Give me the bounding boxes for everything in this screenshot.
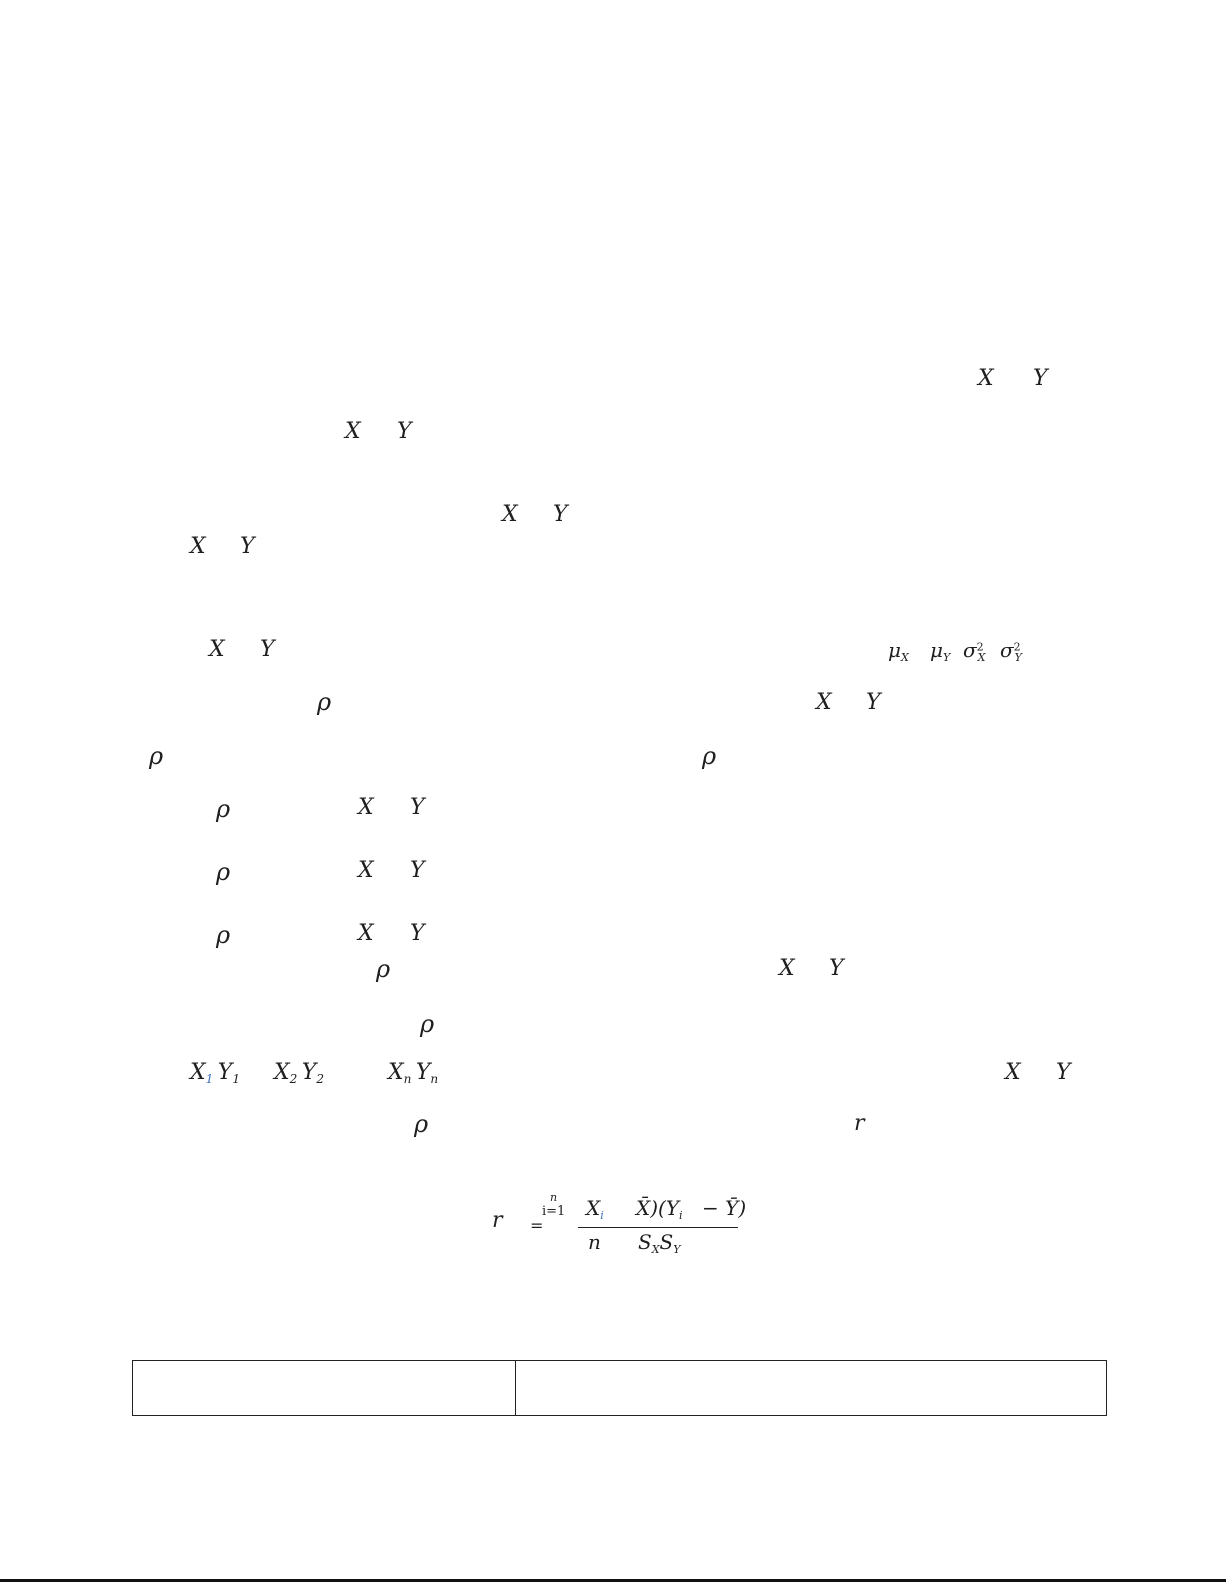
- numerator-tail: − Ȳ): [702, 1196, 747, 1220]
- symbol-y: Y: [866, 690, 881, 715]
- rho-symbol: ρ: [216, 858, 231, 886]
- rho-symbol: ρ: [420, 1010, 435, 1038]
- symbol-x: X: [502, 502, 518, 527]
- symbol-x: X: [190, 534, 206, 559]
- correlation-formula: [490, 1192, 760, 1262]
- symbol-x: X: [1005, 1060, 1021, 1085]
- rho-symbol: ρ: [376, 955, 391, 983]
- sum-upper: n: [550, 1191, 558, 1204]
- symbol-y: Y: [553, 502, 568, 527]
- fraction-bar: [578, 1227, 738, 1228]
- symbol-y: Y: [410, 858, 425, 883]
- denominator-n: n: [588, 1230, 601, 1254]
- symbol-r: r: [854, 1111, 865, 1136]
- rho-symbol: ρ: [414, 1110, 429, 1138]
- sample-pair-2: $X_2$ $Y_2$: [274, 1060, 325, 1087]
- rho-symbol: ρ: [317, 688, 332, 716]
- symbol-x: X: [779, 956, 795, 981]
- symbol-x: X: [978, 366, 994, 391]
- symbol-y: Y: [1056, 1060, 1071, 1085]
- rho-symbol: ρ: [216, 921, 231, 949]
- symbol-y: Y: [397, 419, 412, 444]
- sum-lower: i=1: [542, 1204, 566, 1219]
- formula-lhs: r: [492, 1208, 503, 1233]
- sample-pair-1: $X_1$ $Y_1$: [190, 1060, 241, 1087]
- symbol-y: Y: [410, 795, 425, 820]
- rho-symbol: ρ: [149, 742, 164, 770]
- symbol-y: Y: [410, 921, 425, 946]
- rho-symbol: ρ: [216, 795, 231, 823]
- mu-x-symbol: $\mu_X$: [888, 638, 909, 664]
- symbol-y: Y: [1033, 366, 1048, 391]
- symbol-x: X: [358, 921, 374, 946]
- symbol-x: X: [345, 419, 361, 444]
- sigma-y-squared-symbol: $\sigma^2_Y$: [1000, 638, 1022, 664]
- sample-pair-n: $X_n$ $Y_n$: [388, 1060, 439, 1087]
- symbol-x: X: [358, 795, 374, 820]
- numerator-xi: $X_i$: [586, 1196, 604, 1222]
- rho-symbol: ρ: [702, 742, 717, 770]
- table-cell: [133, 1361, 516, 1415]
- symbol-y: Y: [240, 534, 255, 559]
- mu-y-symbol: $\mu_Y$: [930, 638, 951, 664]
- denominator-sx-sy: $S_XS_Y$: [638, 1230, 681, 1256]
- symbol-x: X: [816, 690, 832, 715]
- symbol-x: X: [358, 858, 374, 883]
- equals-sign: =: [530, 1216, 544, 1235]
- table-cell: [516, 1361, 1106, 1415]
- symbol-y: Y: [829, 956, 844, 981]
- sigma-x-squared-symbol: $\sigma^2_X$: [963, 638, 986, 664]
- symbol-y: Y: [260, 637, 275, 662]
- symbol-x: X: [209, 637, 225, 662]
- data-table: [132, 1360, 1107, 1416]
- numerator-rest: $X̄)(Y_i$: [636, 1196, 683, 1222]
- page-bottom-rule: [0, 1579, 1226, 1582]
